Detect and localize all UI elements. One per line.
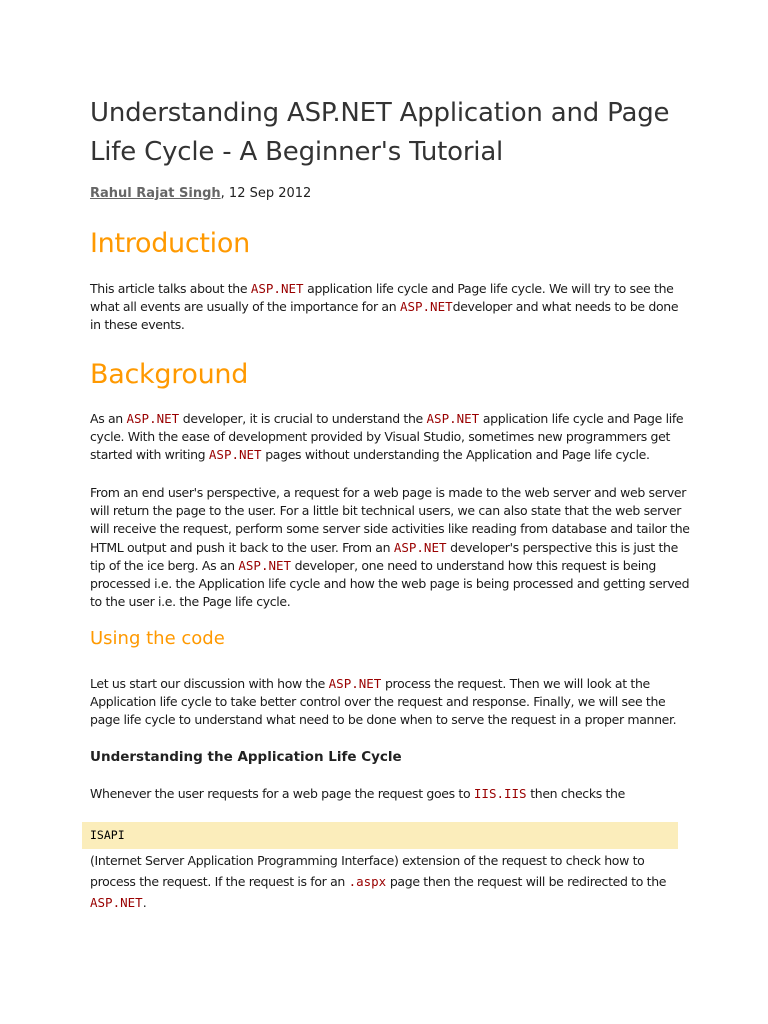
inline-code: ASP.NET [393, 539, 447, 555]
author-link[interactable]: Rahul Rajat Singh [90, 186, 221, 201]
heading-using-the-code: Using the code [90, 628, 225, 649]
app-life-cycle-paragraph-2: (Internet Server Application Programming Interface) extension of the request to check how to process the request. If the request is for an .aspx page then the request will be redirected to the ASP.NET. [90, 853, 667, 910]
inline-code: ASP.NET [328, 676, 382, 691]
background-paragraph-2: From an end user's perspective, a request for a web page is made to the web server and web server will return the page to the user. For a little bit technical users, we can also state that the web server will receive the request, perform some server side activities like reading from database and tailor the HTML output and push it back to the user. From an ASP.NET developer's perspective this is just the tip of the ice berg. As an ASP.NET developer, one need to understand how this request is being processed i.e. the Application life cycle and how the web page is being processed and getting served to the user i.e. the Page life cycle. [90, 485, 690, 610]
app-life-cycle-paragraph-1: Whenever the user requests for a web page the request goes to IIS.IIS then checks the [90, 786, 625, 801]
publish-date: , 12 Sep 2012 [220, 186, 312, 201]
code-block: ISAPI [82, 822, 678, 849]
heading-introduction: Introduction [90, 228, 250, 259]
inline-code: ASP.NET [126, 411, 180, 426]
inline-code: ASP.NET [426, 411, 480, 426]
inline-code: ASP.NET [399, 299, 453, 315]
heading-background: Background [90, 359, 249, 390]
background-paragraph-1: As an ASP.NET developer, it is crucial to understand the ASP.NET application life cycle and Page life cycle. With the ease of development provided by Visual Studio, sometimes new programmers get started with writing ASP.NET pages without understanding the Application and Page life cycle. [90, 411, 684, 463]
using-code-paragraph: Let us start our discussion with how the ASP.NET process the request. Then we will look at the Application life cycle to take better control over the request and response. Finally, we will see the page life cycle to understand what need to be done when to serve the request in a proper manner. [90, 676, 677, 728]
byline [90, 184, 311, 204]
inline-code: IIS.IIS [473, 786, 527, 801]
heading-application-life-cycle: Understanding the Application Life Cycle [90, 749, 402, 765]
inline-code: ASP.NET [250, 281, 304, 296]
intro-paragraph: This article talks about the ASP.NET application life cycle and Page life cycle. We will try to see the what all events are usually of the importance for an ASP.NETdeveloper and what needs to be done in these events. [90, 281, 679, 333]
article-title: Understanding ASP.NET Application and Page Life Cycle - A Beginner's Tutorial [90, 98, 670, 167]
inline-code: .aspx [348, 874, 387, 889]
inline-code: ASP.NET [238, 557, 292, 573]
inline-code: ASP.NET [208, 447, 262, 463]
inline-code: ASP.NET [90, 895, 143, 910]
